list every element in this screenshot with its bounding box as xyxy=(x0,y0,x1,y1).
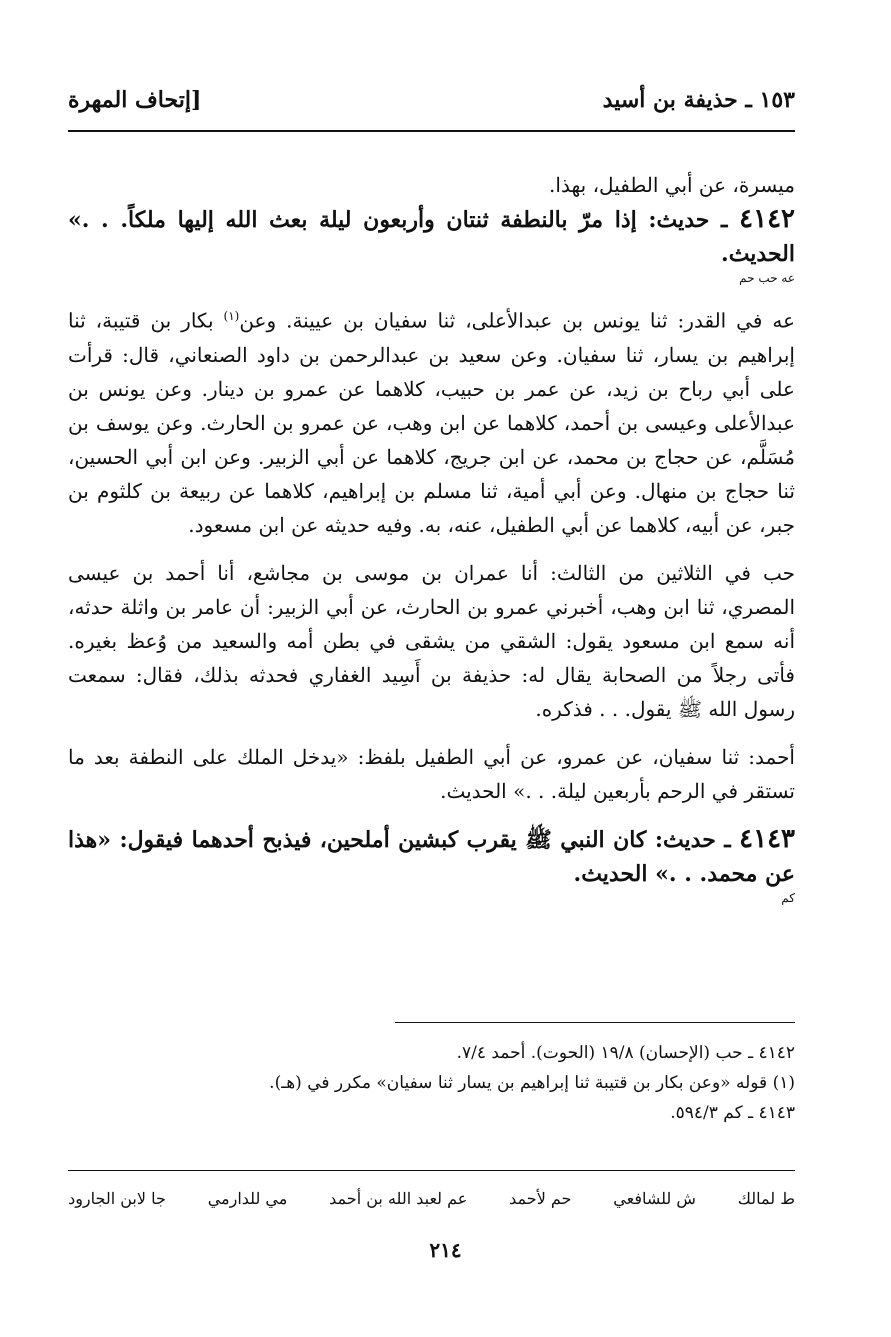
hadith-text: ـ حديث: كان النبي ﷺ يقرب كبشين أملحين، فيذبح أحدهما فيقول: «هذا عن محمد. . .» الحديث. xyxy=(68,826,795,887)
ahmad-paragraph: أحمد: ثنا سفيان، عن عمرو، عن أبي الطفيل بلفظ: «يدخل الملك على النطفة بعد ما تستقر في الرحم بأربعين ليلة. . .» الحديث. xyxy=(68,744,795,803)
abbreviation-item: حم لأحمد xyxy=(509,1189,572,1208)
isnad-text-a: عه في القدر: ثنا يونس بن عبدالأعلى، ثنا سفيان بن عيينة. وعن xyxy=(239,308,796,333)
page-number: ٢١٤ xyxy=(429,1238,462,1262)
abbreviations-divider xyxy=(68,1170,795,1171)
hadith-4142-heading xyxy=(68,202,795,285)
footnote-3: ٤١٤٣ ـ كم ٥٩٤/٣. xyxy=(670,1103,795,1123)
abbreviation-item: ط لمالك xyxy=(737,1189,795,1208)
isnad-paragraph xyxy=(68,299,795,542)
footnote-1: ٤١٤٢ ـ حب (الإحسان) ١٩/٨ (الحوت). أحمد ٧/٤. xyxy=(456,1043,795,1063)
main-text xyxy=(68,168,795,905)
hadith-4143-heading xyxy=(68,822,795,905)
footnote-ref: (١) xyxy=(223,309,240,323)
abbreviation-item: ش للشافعي xyxy=(613,1189,696,1208)
abbreviations-key xyxy=(68,1186,795,1212)
footnote-divider xyxy=(395,1022,795,1023)
book-title: [إتحاف المهرة xyxy=(68,87,202,113)
chapter-title: ١٥٣ ـ حذيفة بن أسيد xyxy=(602,87,795,113)
abbreviation-item: عم لعبد الله بن أحمد xyxy=(329,1189,468,1208)
header-divider xyxy=(68,130,795,132)
spacer xyxy=(68,726,795,740)
paragraph-continuation: ميسرة، عن أبي الطفيل، بهذا. xyxy=(549,173,795,197)
abbreviation-item: جا لابن الجارود xyxy=(68,1189,166,1208)
hadith-number: ٤١٤٢ xyxy=(739,204,795,234)
ibn-hibban-paragraph: حب في الثلاثين من الثالث: أنا عمران بن موسى بن مجاشع، أنا أحمد بن عيسى المصري، ثنا ابن وهب، أخبرني عمرو بن الحارث، عن أبي الزبير: أن عامر بن واثلة حدثه، أنه سمع ابن مسعود يقول: الشقي من يشقى في بطن أمه والسعيد من وُعظ بغيره. فأتى رجلاً من الصحابة يقال له: حذيفة بن أَسِيد الغفاري فحدثه بذلك، فقال: سمعت رسول الله ﷺ يقول. . . فذكره. xyxy=(68,560,795,721)
spacer xyxy=(68,542,795,556)
spacer xyxy=(68,285,795,299)
abbreviation-item: مي للدارمي xyxy=(207,1189,288,1208)
hadith-text: ـ حديث: إذا مرّ بالنطفة ثنتان وأربعون ليلة بعث الله إليها ملكاً. . .» الحديث. xyxy=(68,207,795,267)
hadith-symbols: عه حب حم xyxy=(739,271,795,285)
hadith-number: ٤١٤٣ xyxy=(739,823,795,854)
isnad-text-b: بكار بن قتيبة، ثنا إبراهيم بن يسار، ثنا سفيان. وعن سعيد بن عبدالرحمن بن داود الصنعاني، قال: قرأت على أبي رباح بن زيد، عن عمر بن حبيب، كلاهما عن عمرو بن دينار. وعن يونس بن عبدالأعلى وعيسى بن أحمد، كلاهما عن ابن وهب، عن عمرو بن الحارث. وعن يوسف بن مُسَلَّم، عن حجاج بن محمد، عن ابن جريج، كلاهما عن أبي الزبير. وعن ابن أبي الحسين، ثنا حجاج بن منهال. وعن أبي أمية، ثنا مسلم بن إبراهيم، كلاهما عن ربيعة بن كلثوم بن جبر، عن أبيه، كلاهما عن أبي الطفيل، عنه، به. وفيه حديثه عن ابن مسعود. xyxy=(68,308,795,537)
footnotes xyxy=(68,1038,795,1128)
spacer xyxy=(68,808,795,822)
footnote-2: (١) قوله «وعن بكار بن قتيبة ثنا إبراهيم بن يسار ثنا سفيان» مكرر في (هـ). xyxy=(269,1073,795,1093)
hadith-symbols: كم xyxy=(781,890,795,905)
running-header xyxy=(68,80,795,120)
